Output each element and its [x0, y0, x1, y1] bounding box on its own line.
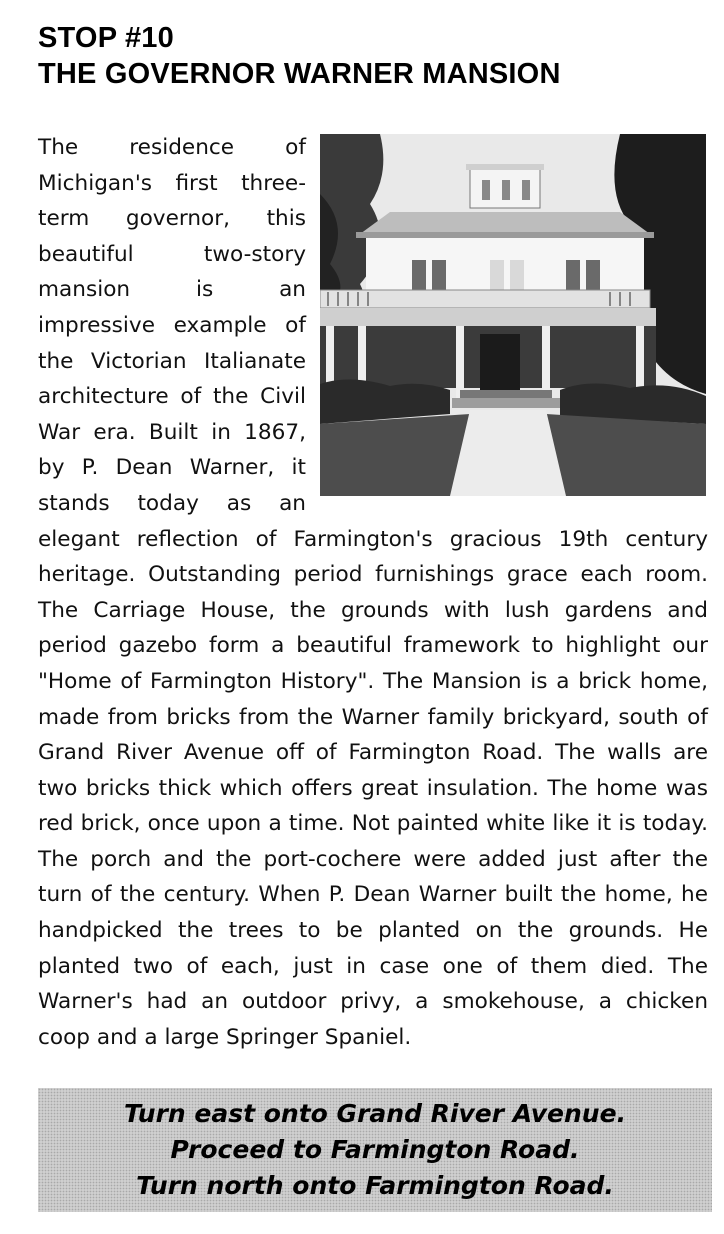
stop-heading — [38, 20, 561, 92]
description-text: The residence of Michigan's first three-term governor, this beautiful two-story mansion is an impressive example of the Victorian Italianate architecture of the Civil War era. Built in 1867, by P. Dean Warner, it stands today as an elegant reflection of Farmington's gracious 19th century heritage. Outstanding period furnishings grace each room. The Carriage House, the grounds with lush gardens and period gazebo form a beautiful framework to highlight our "Home of Farmington History". The Mansion is a brick home, made from bricks from the Warner family brickyard, south of Grand River Avenue off of Farmington Road. The walls are two bricks thick which offers great insulation. The home was red brick, once upon a time. Not painted white like it is today. The porch and the port-cochere were added just after the turn of the century. When P. Dean Warner built the home, he handpicked the trees to be planted on the grounds. He planted two of each, just in case one of them died. The Warner's had an outdoor privy, a smokehouse, a chicken coop and a large Springer Spaniel. — [38, 135, 708, 1050]
direction-step-1: Turn east onto Grand River Avenue. — [123, 1099, 627, 1128]
mansion-photo — [320, 134, 706, 496]
stop-title: THE GOVERNOR WARNER MANSION — [38, 58, 561, 90]
driving-directions — [38, 1088, 712, 1212]
mansion-photo-frame — [320, 134, 708, 502]
direction-step-3: Turn north onto Farmington Road. — [136, 1171, 614, 1200]
direction-step-2: Proceed to Farmington Road. — [170, 1135, 580, 1164]
description-section — [38, 130, 708, 1055]
stop-number: STOP #10 — [38, 22, 174, 54]
